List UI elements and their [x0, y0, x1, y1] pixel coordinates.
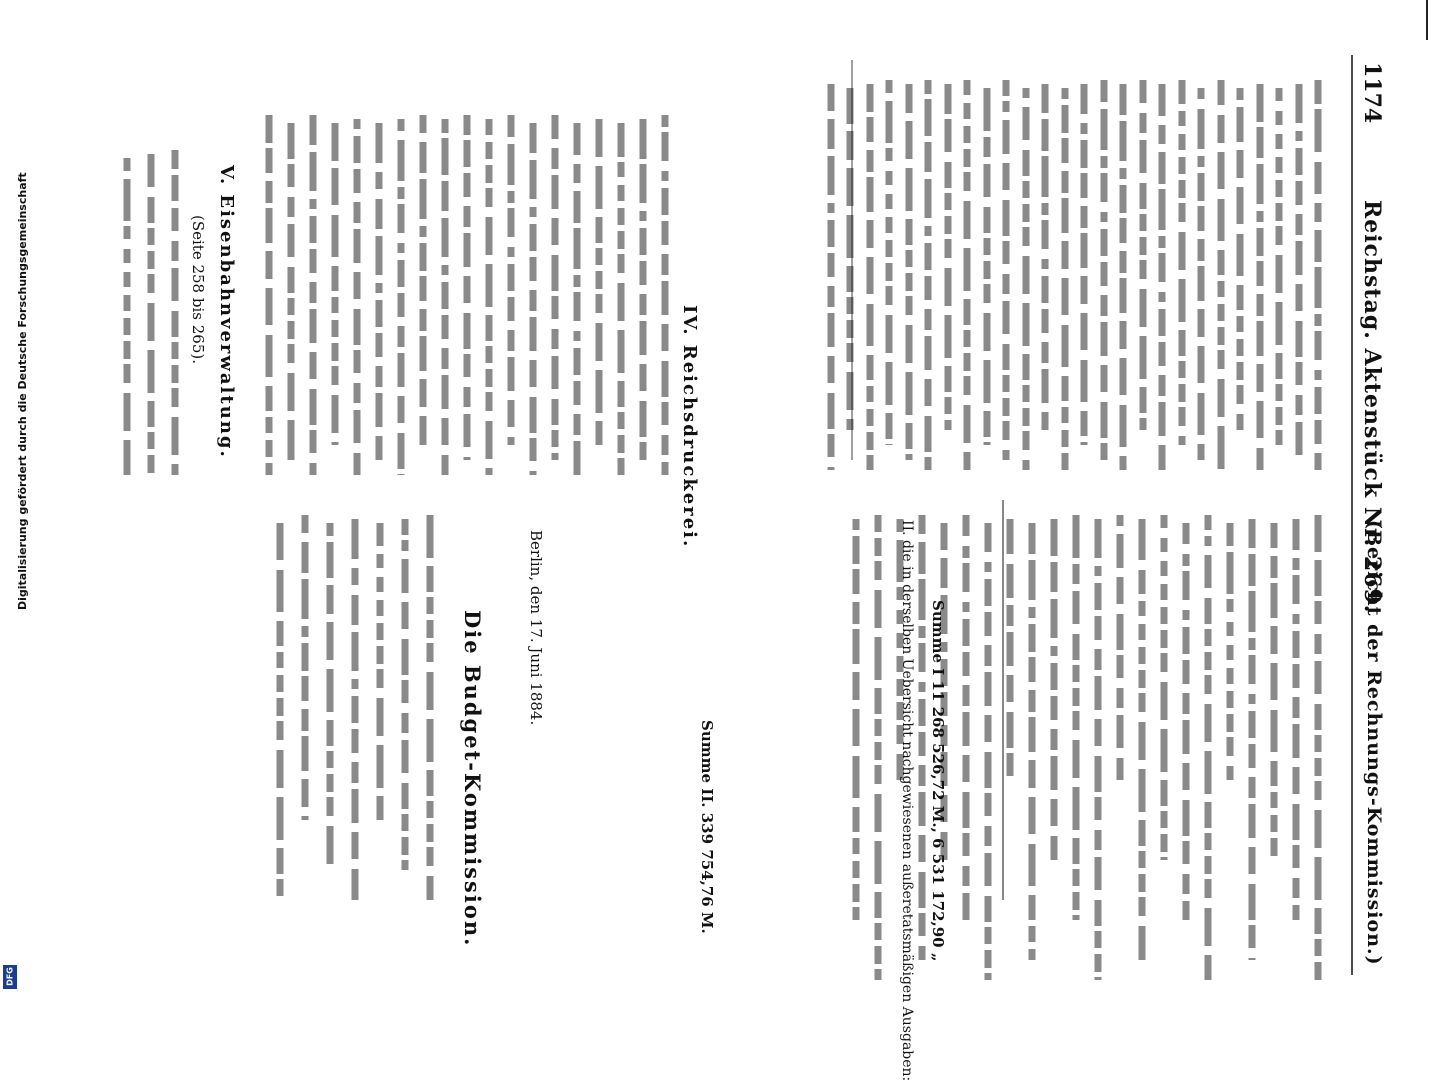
section-heading-iv: IV. Reichsdruckerei.	[679, 305, 700, 549]
date-line: Berlin, den 17. Juni 1884.	[527, 530, 545, 726]
page-number: 1174	[1359, 62, 1385, 124]
section-heading-v: V. Eisenbahnverwaltung.	[216, 165, 237, 459]
left-column-text	[127, 115, 665, 475]
right-column-text	[280, 80, 1318, 980]
commission-heading: Die Budget-Kommission.	[460, 610, 485, 948]
dfg-logo: DFG	[3, 965, 17, 989]
summe-i-line: Summe I 11 268 526,72 M., 6 531 172,90 „	[929, 600, 947, 962]
running-title: Reichstag. Aktenstück Nr. 269.	[1359, 200, 1385, 614]
digitization-watermark: Digitalisierung gefördert durch die Deutsche Forschungsgemeinschaft	[16, 172, 29, 610]
summe-ii-line: Summe II. 339 754,76 M.	[698, 720, 716, 934]
section-v-pages: (Seite 258 bis 265).	[189, 215, 207, 364]
section-ii-intro: II. die in derselben Uebersicht nachgewiesenen außeretatsmäßigen Ausgaben:	[899, 520, 915, 1081]
running-subtitle: (Bericht der Rechnungs-Kommission.)	[1363, 520, 1385, 966]
edge-mark	[1426, 0, 1428, 40]
